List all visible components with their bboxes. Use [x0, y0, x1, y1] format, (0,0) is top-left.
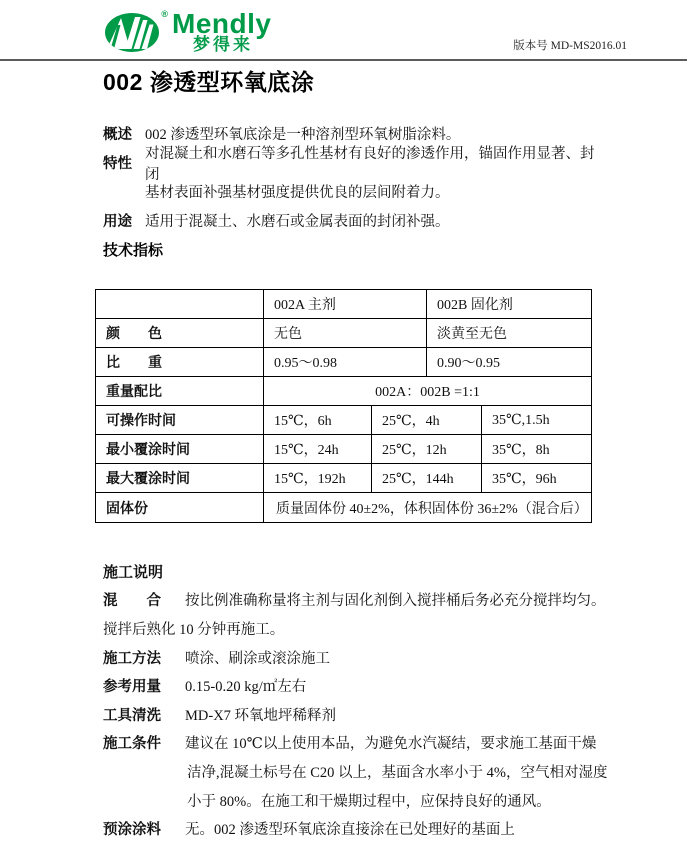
mixing-label: 混 合 — [103, 593, 161, 610]
precoat-row — [103, 814, 595, 843]
ratio-value: 002A：002B =1:1 — [263, 377, 591, 405]
conditions-text-line1: 建议在 10℃以上使用本品，为避免水汽凝结，要求施工基面干燥 — [185, 736, 597, 753]
cleaning-label: 工具清洗 — [103, 707, 161, 724]
dosage-label: 参考用量 — [103, 679, 161, 696]
summary-label: 概述 — [103, 127, 132, 143]
usage-text: 适用于混凝土、水磨石或金属表面的封闭补强。 — [145, 214, 450, 230]
min-recoat-35c: 35℃，8h — [481, 435, 591, 463]
pot-life-label: 可操作时间 — [106, 412, 176, 428]
max-recoat-25c: 25℃，144h — [371, 464, 481, 492]
solids-label: 固体份 — [106, 499, 148, 516]
max-recoat-35c: 35℃，96h — [481, 464, 591, 492]
min-recoat-25c: 25℃，12h — [371, 435, 481, 463]
pot-life-15c: 15℃，6h — [263, 406, 371, 434]
mixing-row — [103, 586, 606, 615]
mixing-text2: 搅拌后熟化 10 分钟再施工。 — [103, 621, 285, 638]
max-recoat-15c: 15℃，192h — [263, 464, 371, 492]
construction-heading: 施工说明 — [103, 563, 164, 581]
dosage-text: 0.15-0.20 kg/㎡左右 — [185, 679, 307, 696]
color-label: 颜 色 — [106, 325, 162, 341]
header-divider — [0, 59, 687, 61]
overview-item-features — [103, 145, 595, 183]
ratio-label: 重量配比 — [106, 383, 162, 399]
dosage-row — [103, 671, 595, 700]
version-number: 版本号 MD-MS2016.01 — [513, 40, 627, 52]
cleaning-text: MD-X7 环氧地坪稀释剂 — [185, 707, 337, 724]
brand-name-chinese: 梦得来 — [193, 35, 253, 54]
min-recoat-label: 最小覆涂时间 — [106, 441, 190, 457]
features-text-line1: 对混凝土和水磨石等多孔性基材有良好的渗透作用，锚固作用显著、封闭 — [145, 145, 595, 183]
header-cell-002a: 002A 主剂 — [263, 290, 426, 318]
overview-item-usage — [103, 206, 595, 235]
conditions-text-line3: 小于 80%。在施工和干燥期过程中，应保持良好的通风。 — [187, 793, 551, 810]
min-recoat-15c: 15℃，24h — [263, 435, 371, 463]
conditions-row-line2 — [103, 757, 608, 786]
tech-specs-heading: 技术指标 — [103, 242, 164, 259]
precoat-label: 预涂涂料 — [103, 822, 161, 839]
method-text: 喷涂、刷涂或滚涂施工 — [185, 650, 330, 667]
gravity-label: 比 重 — [106, 354, 162, 370]
max-recoat-label: 最大覆涂时间 — [106, 470, 190, 486]
mendly-logo — [104, 8, 272, 56]
gravity-b: 0.90～0.95 — [426, 348, 591, 376]
spec-table — [95, 289, 592, 523]
header-empty-cell — [96, 290, 263, 318]
conditions-text-line2: 洁净,混凝土标号在 C20 以上，基面含水率小于 4%，空气相对湿度 — [187, 764, 608, 781]
mixing-text: 按比例准确称量将主剂与固化剂倒入搅拌桶后务必充分搅拌均匀。 — [185, 593, 606, 610]
summary-text: 002 渗透型环氧底涂是一种溶剂型环氧树脂涂料。 — [145, 127, 461, 143]
table-row-solids — [96, 493, 591, 522]
conditions-label: 施工条件 — [103, 736, 161, 753]
brand-wordmark — [172, 8, 272, 54]
table-row-header — [96, 290, 591, 319]
solids-value: 质量固体份 40±2%，体积固体份 36±2%（混合后） — [263, 493, 591, 522]
mendly-logo-mark — [104, 9, 170, 56]
color-a: 无色 — [263, 319, 426, 347]
registered-trademark-icon: ® — [161, 9, 168, 19]
method-label: 施工方法 — [103, 650, 161, 667]
method-row — [103, 643, 595, 672]
conditions-row-line3 — [103, 786, 595, 815]
table-row-pot-life — [96, 406, 591, 435]
mixing-row-line2 — [103, 614, 595, 643]
table-row-min-recoat — [96, 435, 591, 464]
overview-section — [103, 119, 595, 235]
color-b: 淡黄至无色 — [426, 319, 591, 347]
table-row-color — [96, 319, 591, 348]
table-row-ratio — [96, 377, 591, 406]
usage-label: 用途 — [103, 214, 132, 230]
cleaning-row — [103, 700, 595, 729]
features-label: 特性 — [103, 156, 132, 172]
conditions-row — [103, 729, 595, 758]
precoat-text: 无。002 渗透型环氧底涂直接涂在已处理好的基面上 — [185, 822, 515, 839]
construction-section — [103, 557, 608, 843]
gravity-a: 0.95～0.98 — [263, 348, 426, 376]
brand-name: Mendly — [172, 8, 272, 39]
pot-life-35c: 35℃,1.5h — [481, 406, 591, 434]
pot-life-25c: 25℃，4h — [371, 406, 481, 434]
table-row-max-recoat — [96, 464, 591, 493]
header-cell-002b: 002B 固化剂 — [426, 290, 591, 318]
features-text-line2: 基材表面补强基材强度提供优良的层间附着力。 — [145, 185, 450, 201]
table-row-gravity — [96, 348, 591, 377]
mountain-m-logo-icon — [104, 12, 162, 53]
page-title: 002 渗透型环氧底涂 — [103, 69, 315, 95]
